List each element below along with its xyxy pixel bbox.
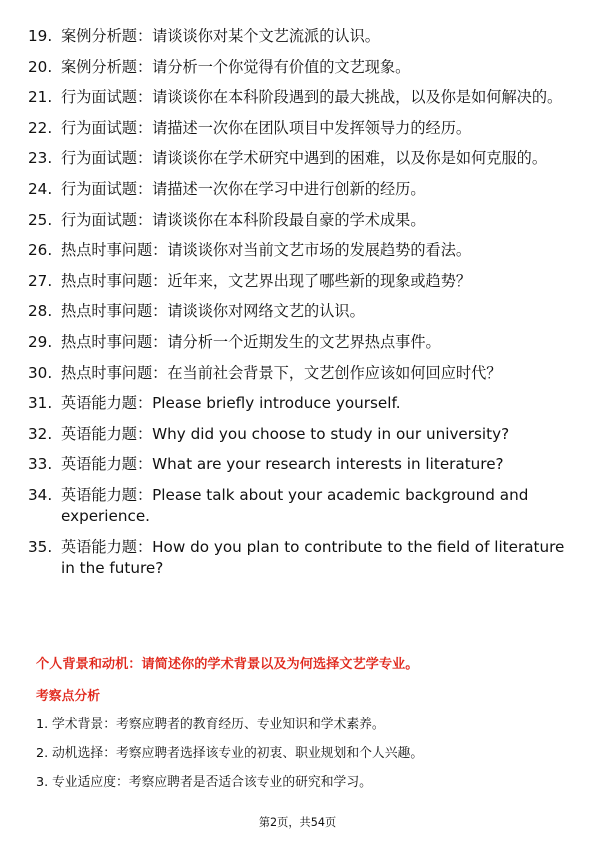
list-item [28, 485, 568, 527]
list-item [28, 454, 568, 475]
item-text: 行为面试题：请谈谈你在本科阶段遇到的最大挑战，以及你是如何解决的。 [61, 88, 563, 107]
analysis-heading: 考察点分析 [36, 689, 100, 704]
analysis-point-list [36, 716, 556, 803]
item-text: 英语能力题：Why did you choose to study in our university? [61, 424, 510, 443]
item-text: 行为面试题：请谈谈你在学术研究中遇到的困难，以及你是如何克服的。 [61, 149, 547, 168]
list-item [28, 26, 568, 47]
question-list [28, 26, 568, 588]
list-item [36, 745, 556, 763]
item-number: 30. [28, 363, 53, 382]
item-text: 行为面试题：请描述一次你在学习中进行创新的经历。 [61, 179, 426, 198]
item-text: 行为面试题：请谈谈你在本科阶段最自豪的学术成果。 [61, 210, 426, 229]
list-item [36, 716, 556, 734]
list-item [28, 424, 568, 445]
item-number: 35. [28, 537, 53, 556]
page-number: 第2页，共54页 [258, 816, 337, 829]
item-number: 24. [28, 179, 53, 198]
list-item [28, 537, 568, 579]
item-text: 案例分析题：请谈谈你对某个文艺流派的认识。 [61, 27, 380, 45]
item-number: 26. [28, 241, 53, 260]
item-number: 32. [28, 424, 53, 443]
list-item [28, 118, 568, 139]
list-item [28, 179, 568, 200]
list-item [28, 271, 568, 292]
item-number: 27. [28, 271, 53, 290]
list-item [28, 148, 568, 169]
item-text: 英语能力题：What are your research interests in literature? [61, 455, 504, 474]
list-item [28, 393, 568, 414]
list-item [28, 210, 568, 231]
section-heading: 个人背景和动机：请简述你的学术背景以及为何选择文艺学专业。 [36, 657, 419, 672]
item-number: 31. [28, 394, 53, 413]
point-text: 动机选择：考察应聘者选择该专业的初衷、职业规划和个人兴趣。 [52, 746, 424, 761]
item-text: 热点时事问题：在当前社会背景下，文艺创作应该如何回应时代？ [61, 363, 502, 382]
item-text: 英语能力题：How do you plan to contribute to the field of literature in the future? [61, 537, 565, 577]
list-item [28, 87, 568, 108]
item-number: 29. [28, 332, 53, 351]
point-text: 学术背景：考察应聘者的教育经历、专业知识和学术素养。 [52, 717, 385, 732]
point-text: 专业适应度：考察应聘者是否适合该专业的研究和学习。 [52, 775, 372, 790]
point-number: 1. [36, 717, 49, 732]
point-number: 3. [36, 775, 49, 790]
item-number: 19. [28, 27, 53, 45]
item-number: 25. [28, 210, 53, 229]
list-item [28, 363, 568, 384]
item-number: 23. [28, 149, 53, 168]
item-number: 20. [28, 57, 53, 76]
item-text: 英语能力题：Please talk about your academic background and experience. [61, 485, 529, 525]
list-item [36, 774, 556, 792]
item-text: 英语能力题：Please briefly introduce yourself. [61, 394, 401, 413]
item-number: 22. [28, 118, 53, 137]
item-text: 案例分析题：请分析一个你觉得有价值的文艺现象。 [61, 57, 411, 76]
item-text: 热点时事问题：请分析一个近期发生的文艺界热点事件。 [61, 332, 441, 351]
item-number: 21. [28, 88, 53, 107]
item-text: 热点时事问题：近年来，文艺界出现了哪些新的现象或趋势？ [61, 271, 472, 290]
point-number: 2. [36, 746, 49, 761]
list-item [28, 240, 568, 261]
list-item [28, 301, 568, 322]
list-item [28, 57, 568, 78]
item-number: 33. [28, 455, 53, 474]
list-item [28, 332, 568, 353]
item-number: 28. [28, 302, 53, 321]
item-number: 34. [28, 485, 53, 504]
item-text: 热点时事问题：请谈谈你对当前文艺市场的发展趋势的看法。 [61, 241, 472, 260]
item-text: 热点时事问题：请谈谈你对网络文艺的认识。 [61, 302, 365, 321]
item-text: 行为面试题：请描述一次你在团队项目中发挥领导力的经历。 [61, 118, 472, 137]
